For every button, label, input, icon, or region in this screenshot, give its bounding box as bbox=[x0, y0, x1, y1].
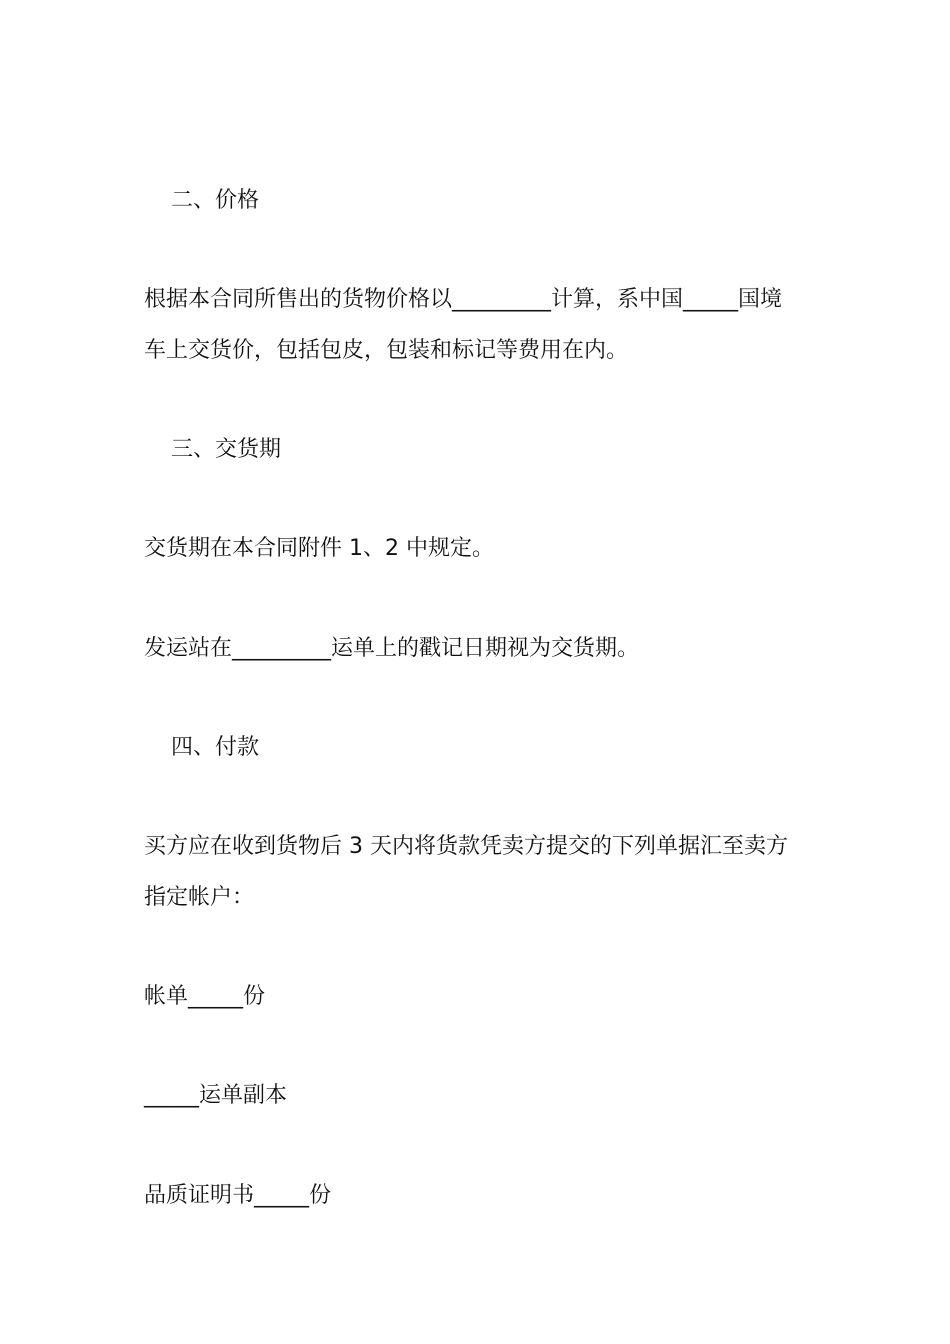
payment-paragraph-line-1: 买方应在收到货物后 3 天内将货款凭卖方提交的下列单据汇至卖方 bbox=[144, 834, 788, 859]
payment-paragraph-line-2: 指定帐户： bbox=[144, 885, 255, 910]
price-paragraph-line-2: 车上交货价，包括包皮，包装和标记等费用在内。 bbox=[144, 338, 629, 363]
payment-item-quality-certificate: 品质证明书_____份 bbox=[144, 1183, 332, 1208]
delivery-paragraph-2: 发运站在_________运单上的戳记日期视为交货期。 bbox=[144, 636, 640, 661]
price-paragraph-line-1: 根据本合同所售出的货物价格以_________计算，系中国_____国境 bbox=[144, 287, 783, 312]
payment-item-bill: 帐单_____份 bbox=[144, 984, 266, 1009]
delivery-paragraph-1: 交货期在本合同附件 1、2 中规定。 bbox=[144, 536, 494, 561]
section-heading-price: 二、价格 bbox=[171, 188, 260, 213]
section-heading-payment: 四、付款 bbox=[171, 735, 260, 760]
section-heading-delivery: 三、交货期 bbox=[171, 437, 282, 462]
payment-item-waybill-copy: _____运单副本 bbox=[144, 1083, 288, 1108]
